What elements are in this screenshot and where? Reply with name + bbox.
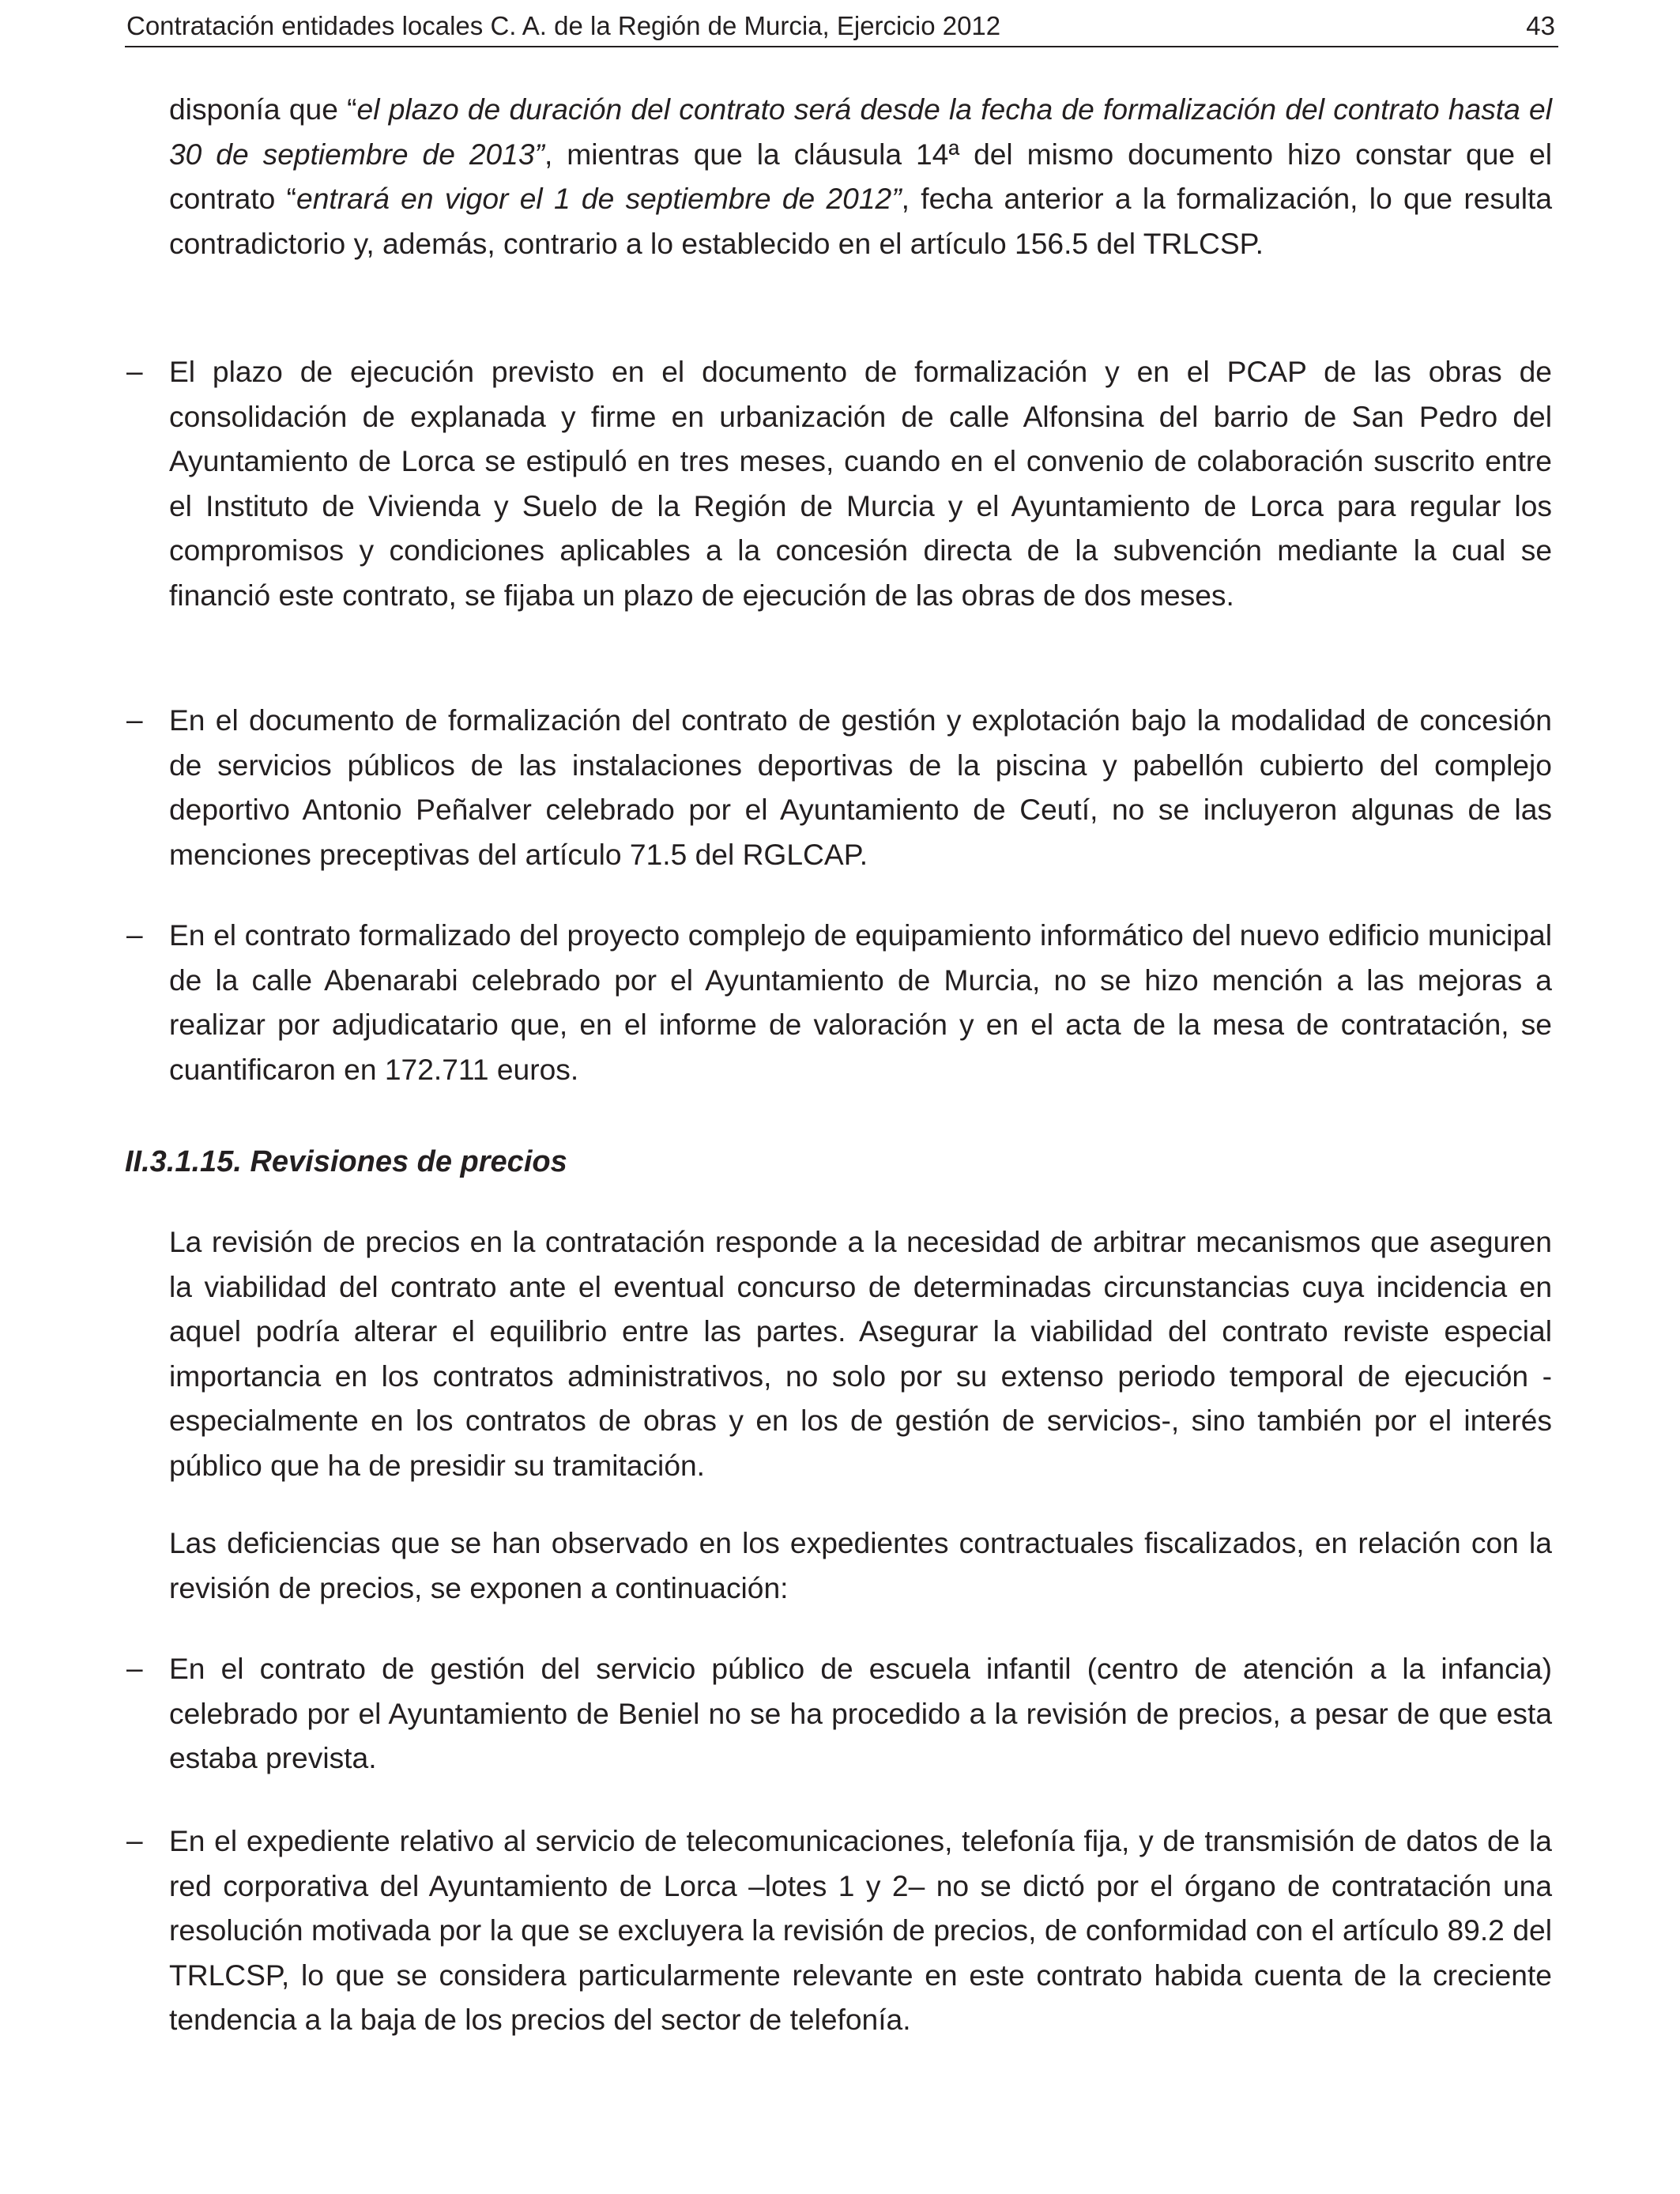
section-heading: II.3.1.15. Revisiones de precios (125, 1145, 567, 1178)
italic-quote: entrará en vigor el 1 de septiembre de 2012” (296, 182, 902, 215)
text-run: , mientras que la cláusula 14ª del mismo documento hizo constar que el contrato “ (169, 137, 1552, 215)
list-item-text: En el documento de formalización del contrato de gestión y explotación bajo la modalidad de concesión de servicios públicos de las instalaciones deportivas de la piscina y pabellón cubierto del complejo deportivo Antonio Peñalver celebrado por el Ayuntamiento de Ceutí, no se incluyeron algunas de las menciones preceptivas del artículo 71.5 del RGLCAP. (169, 703, 1552, 871)
bullet-dash: – (126, 1824, 143, 1857)
bullet-dash: – (126, 703, 143, 736)
bullet-dash: – (126, 918, 143, 951)
paragraph-revision-precios: La revisión de precios en la contratación responde a la necesidad de arbitrar mecanismos que aseguren la viabilidad del contrato ante el eventual concurso de determinadas circunstancias cuya incidencia en aquel podría alterar el equilibrio entre las partes. Asegurar la viabilidad del contrato reviste especial importancia en los contratos administrativos, no solo por su extenso periodo temporal de ejecución -especialmente en los contratos de obras y en los de gestión de servicios-, sino también por el interés público que ha de presidir su tramitación. (169, 1225, 1552, 1482)
bullet-dash: – (126, 355, 143, 387)
bullet-dash: – (126, 1652, 143, 1684)
page-number: 43 (1526, 11, 1555, 40)
paragraph-deficiencias: Las deficiencias que se han observado en los expedientes contractuales fiscalizados, en relación con la revisión de precios, se exponen a continuación: (169, 1526, 1552, 1604)
list-item (126, 1819, 1552, 2042)
list-item (126, 349, 1552, 617)
list-item-text: En el contrato formalizado del proyecto complejo de equipamiento informático del nuevo edificio municipal de la calle Abenarabi celebrado por el Ayuntamiento de Murcia, no se hizo mención a las mejoras a realizar por adjudicatario que, en el informe de valoración y en el acta de la mesa de contratación, se cuantificaron en 172.711 euros. (169, 918, 1552, 1086)
text-run: disponía que “ (169, 92, 357, 126)
list-item (126, 1646, 1552, 1781)
header-title: Contratación entidades locales C. A. de la Región de Murcia, Ejercicio 2012 (126, 11, 1001, 40)
list-item-text: El plazo de ejecución previsto en el documento de formalización y en el PCAP de las obras de consolidación de explanada y firme en urbanización de calle Alfonsina del barrio de San Pedro del Ayuntamiento de Lorca se estipuló en tres meses, cuando en el convenio de colaboración suscrito entre el Instituto de Vivienda y Suelo de la Región de Murcia y el Ayuntamiento de Lorca para regular los compromisos y condiciones aplicables a la concesión directa de la subvención mediante la cual se financió este contrato, se fijaba un plazo de ejecución de las obras de dos meses. (169, 355, 1552, 612)
list-item (126, 698, 1552, 876)
page-header (125, 9, 1558, 47)
list-item-text: En el contrato de gestión del servicio público de escuela infantil (centro de atención a la infancia) celebrado por el Ayuntamiento de Beniel no se ha procedido a la revisión de precios, a pesar de que esta estaba prevista. (169, 1652, 1552, 1774)
italic-quote: el plazo de duración del contrato será desde la fecha de formalización del contrato hasta el 30 de septiembre de 2013” (169, 92, 1552, 171)
paragraph-plazo-duracion (169, 87, 1552, 266)
list-item (126, 913, 1552, 1091)
text-run: , fecha anterior a la formalización, lo que resulta contradictorio y, además, contrario a lo establecido en el artículo 156.5 del TRLCSP. (169, 182, 1553, 260)
list-item-text: En el expediente relativo al servicio de telecomunicaciones, telefonía fija, y de transmisión de datos de la red corporativa del Ayuntamiento de Lorca –lotes 1 y 2– no se dictó por el órgano de contratación una resolución motivada por la que se excluyera la revisión de precios, de conformidad con el artículo 89.2 del TRLCSP, lo que se considera particularmente relevante en este contrato habida cuenta de la creciente tendencia a la baja de los precios del sector de telefonía. (169, 1824, 1552, 2036)
